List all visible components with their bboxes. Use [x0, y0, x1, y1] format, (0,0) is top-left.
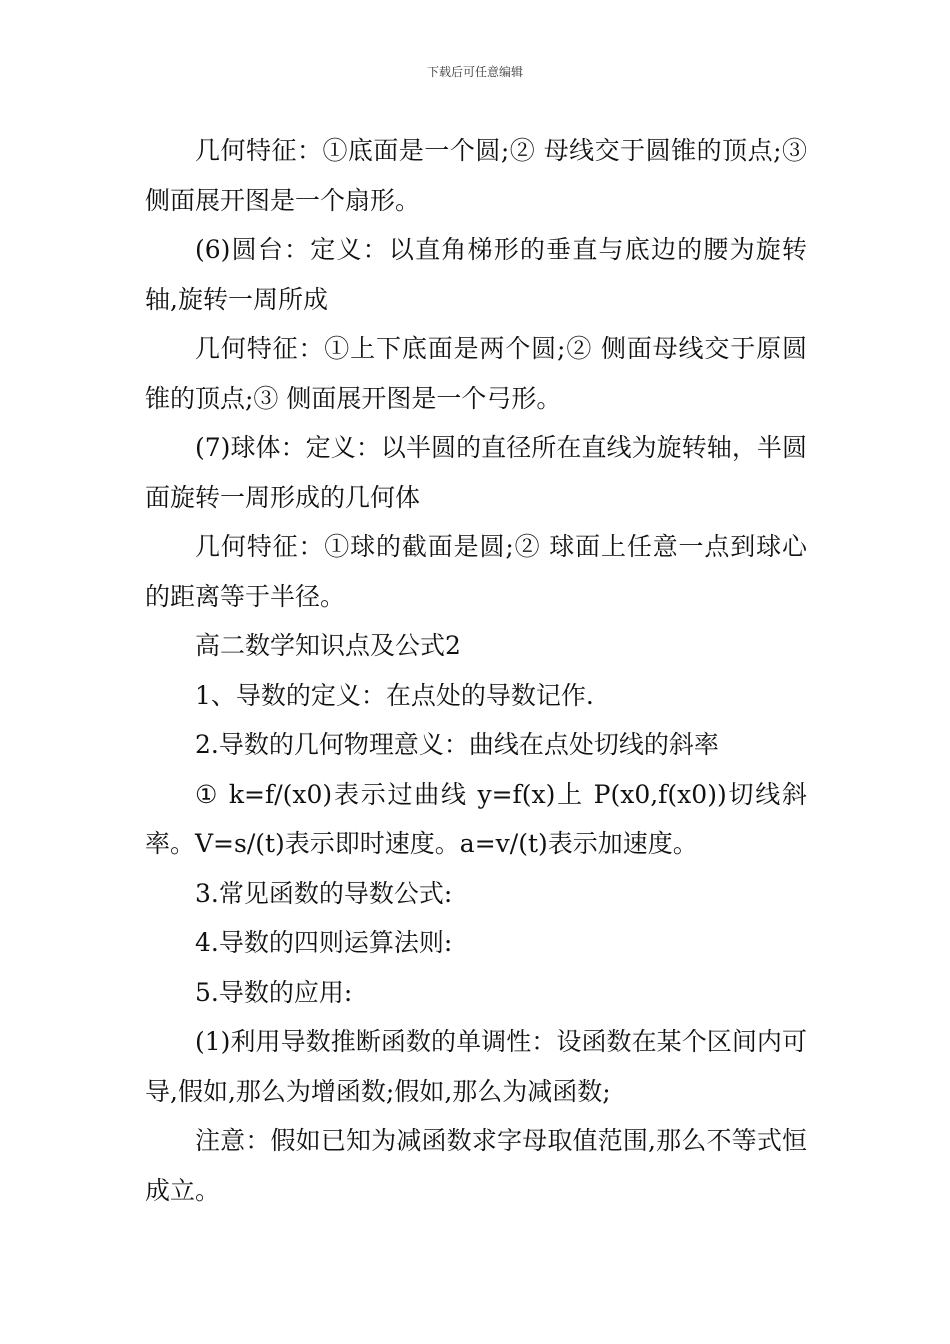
- paragraph-frustum-features: 几何特征：①上下底面是两个圆;② 侧面母线交于原圆锥的顶点;③ 侧面展开图是一个弓形。: [145, 334, 807, 413]
- page-header: 下载后可任意编辑: [426, 65, 523, 79]
- paragraph-applications: 5.导数的应用:: [195, 977, 353, 1007]
- paragraph-sphere-features: 几何特征：①球的截面是圆;② 球面上任意一点到球心的距离等于半径。: [145, 532, 807, 611]
- paragraph-derivative-definition: 1、导数的定义：在点处的导数记作.: [195, 680, 594, 710]
- document-body: [145, 126, 807, 1215]
- paragraph-derivative-geometry: 2.导数的几何物理意义：曲线在点处切线的斜率: [195, 730, 719, 759]
- paragraph-note: 注意：假如已知为减函数求字母取值范围,那么不等式恒成立。: [145, 1126, 807, 1205]
- paragraph-arithmetic-rules: 4.导数的四则运算法则:: [195, 928, 453, 957]
- paragraph-monotonicity: (1)利用导数推断函数的单调性：设函数在某个区间内可导,假如,那么为增函数;假如,那么为减函数;: [145, 1027, 807, 1106]
- paragraph-tangent-slope: ① k=f/(x0)表示过曲线 y=f(x)上 P(x0,f(x0))切线斜率。V=s/(t)表示即时速度。a=v/(t)表示加速度。: [145, 779, 807, 858]
- section-heading: 高二数学知识点及公式2: [195, 631, 461, 660]
- paragraph-sphere-definition: (7)球体：定义：以半圆的直径所在直线为旋转轴，半圆面旋转一周形成的几何体: [145, 433, 807, 512]
- paragraph-frustum-definition: (6)圆台：定义：以直角梯形的垂直与底边的腰为旋转轴,旋转一周所成: [145, 235, 807, 314]
- paragraph-common-formulas: 3.常见函数的导数公式:: [195, 878, 453, 908]
- paragraph-cone-features: 几何特征：①底面是一个圆;② 母线交于圆锥的顶点;③ 侧面展开图是一个扇形。: [145, 136, 807, 215]
